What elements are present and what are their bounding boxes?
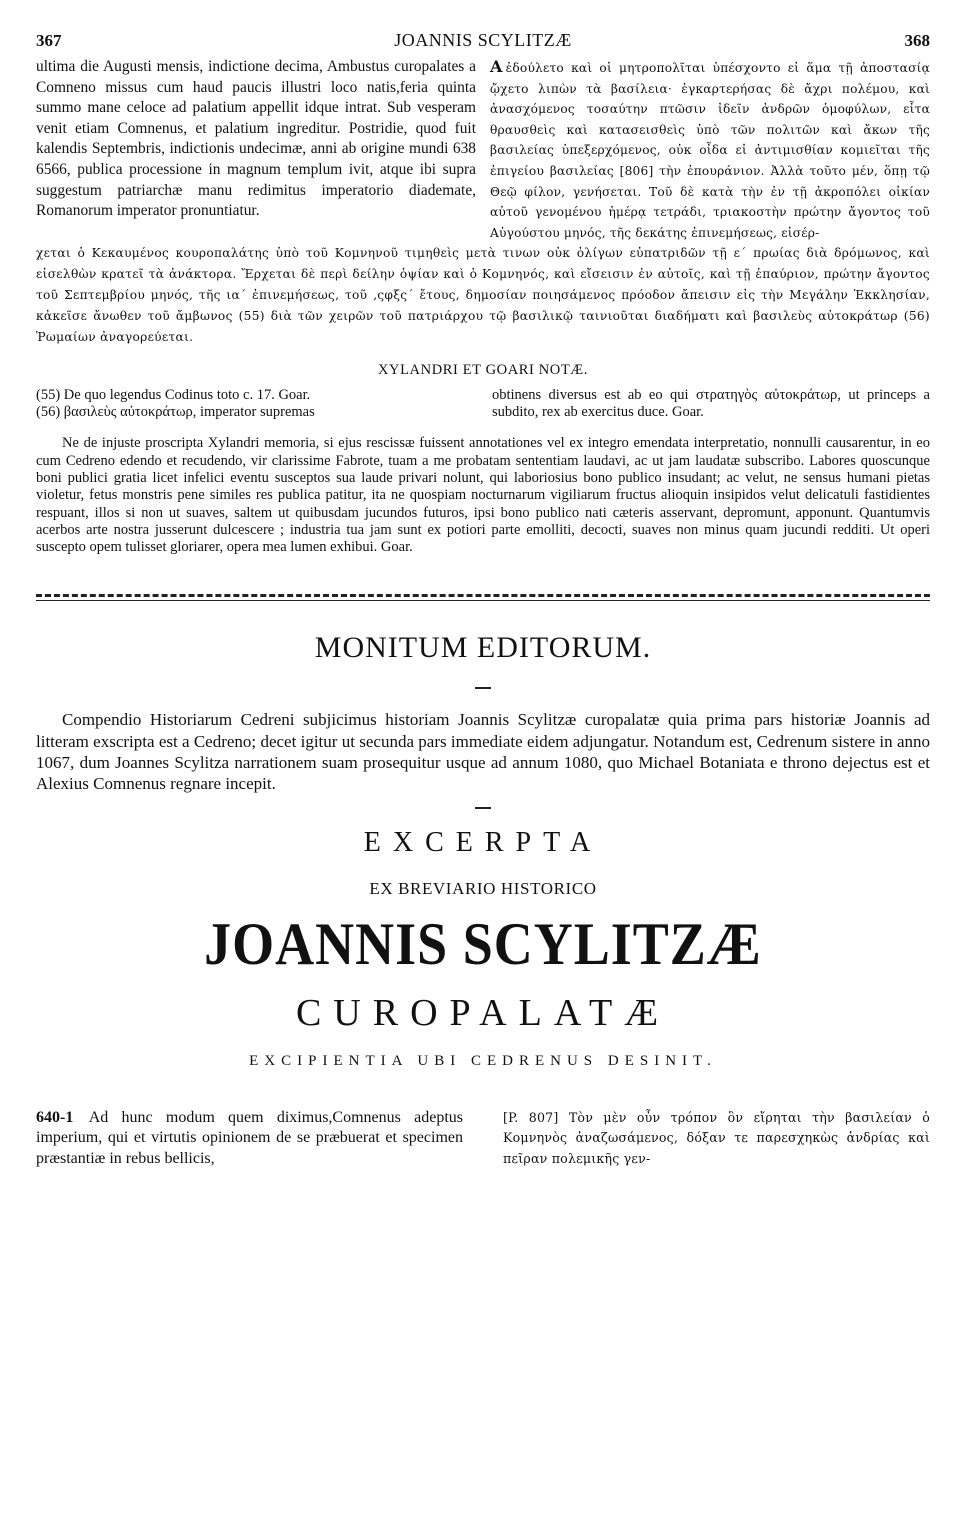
curopalatae-heading: CUROPALATÆ	[295, 991, 671, 1034]
notes-right	[492, 387, 930, 421]
greek-column	[490, 57, 930, 243]
final-greek-ref: [P. 807]	[503, 1109, 559, 1125]
short-rule-2	[475, 807, 491, 809]
latin-column: ultima die Augusti mensis, indictione decima, Ambustus curopalates a Comneno missus cum haud paucis illustri loco natis,feria quinta summo mane celoce ad palatium appellit idque intrat. Sub vesperam venit etiam Comnenus, et palatium ingreditur. Postridie, quod fuit kalendis Septembris, indictionis undecimæ, anni ab origine mundi 638 6566, publica processione in magnum templum ivit, atque ibi supra suggestum patriarchæ manu redimitus imperatorio diademate, Romanorum imperator pronuntiatur.	[36, 58, 476, 220]
page-number-left: 367	[36, 31, 62, 50]
breviario-heading: EX BREVIARIO HISTORICO	[369, 878, 597, 898]
section-marker: A	[490, 57, 503, 76]
notes-left	[36, 387, 474, 421]
section-divider-dashed	[36, 594, 930, 597]
excerpta-heading: EXCERPTA	[363, 826, 603, 858]
final-latin-text: Ad hunc modum quem diximus,Comnenus adeptus imperium, qui et virtutis opinionem de se præbuerat et specimen præstantiæ in rebus bellicis,	[36, 1108, 463, 1167]
final-latin	[36, 1108, 463, 1170]
monitum-text: Compendio Historiarum Cedreni subjicimus historiam Joannis Scylitzæ curopalatæ quia prima pars historiæ Joannis ad litteram exscripta est a Cedreno; decet igitur ut secunda pars immediate eidem adjungatur. Notandum est, Cedrenum sistere in anno 1067, dum Joannes Scylitza narrationem suam prosequitur usque ad annum 1080, quo Michael Botaniata e throno dejectus est et Alexius Comnenus regnare incepit.	[36, 710, 930, 794]
top-two-columns	[36, 57, 930, 243]
final-greek-text: Τὸν μὲν οὖν τρόπον ὃν εἴρηται τὴν βασιλείαν ὁ Κομνηνὸς ἀναζωσάμενος, δόξαν τε παρεσχηκὼς ἀνδρίας καὶ πεῖραν πολεμικῆς γεν-	[503, 1109, 930, 1166]
notes-columns	[36, 387, 930, 421]
short-rule	[475, 687, 491, 689]
section-divider-solid	[36, 600, 930, 601]
goar-paragraph: Ne de injuste proscripta Xylandri memoria, si ejus rescissæ fuissent annotationes vel ex integro emendata interpretatio, nonnulli causarentur, in eo cum Cedreno edendo et recudendo, vir clarissime Fabrote, tuam a me probatam sententiam laudavi, ac ut jam laudatæ subscribo. Labores quoscunque boni publici gratia licet infelici eventu susceptos sua laude privari nolunt, qui laboriosius bono publico insudant; ac velut, ne sensus humani pietas violetur, fetus monstris pene similes res publica patitur, ita ne quospiam nocturnarum vigiliarum fructus alioquin insipidos velut delicatuli fastidientes respuant, illos si non ut suaves, saltem ut quibusdam jucundos futuros, ipsi bono publico nati cæteris asservant, depromunt, apponunt. Quantumvis acerbos arte nostra jusserunt dulcescere ; industria tua jam sunt ex potiori parte emolliti, decocti, suaves non minus quam jucundi redditi. Ut operi suscepto opem tulisset gloriarer, opera mea lumen exhibui. Goar.	[36, 435, 930, 556]
running-title: JOANNIS SCYLITZÆ	[394, 30, 572, 50]
final-greek	[503, 1108, 930, 1170]
monitum-title: MONITUM EDITORUM.	[314, 631, 652, 665]
note-55: (55) De quo legendus Codinus toto c. 17. Goar.	[36, 387, 311, 404]
final-marker: 640-1	[36, 1108, 74, 1126]
page-header	[36, 30, 930, 51]
greek-full-width-text: χεται ὁ Κεκαυμένος κουροπαλάτης ὑπὸ τοῦ Κομνηνοῦ τιμηθεὶς μετὰ τινων οὐκ ὀλίγων εὐπατριδῶν τῇ ε΄ πρωίας διὰ δρόμωνος, καὶ εἰσελθὼν κρατεῖ τὰ ἀνάκτορα. Ἔρχεται δὲ περὶ δείλην ὀψίαν καὶ ὁ Κομνηνός, καὶ εἴσεισιν ἐν αὐτοῖς, καὶ τῇ ἐπαύριον, πρώτην ἄγοντος τοῦ Σεπτεμβρίου μηνός, τῆς ια΄ ἐπινεμήσεως, τοῦ ‚ςφξς΄ ἔτους, δημοσίαν ποιησάμενος πρόοδον ἄπεισιν εἰς τὴν Μεγάλην Ἐκκλησίαν, κἀκεῖσε ἄνωθεν τοῦ ἄμβωνος (55) διὰ τῶν χειρῶν τοῦ πατριάρχου τῷ βασιλικῷ ταινιοῦται διαδήματι καὶ βασιλεὺς αὐτοκράτωρ (56) Ῥωμαίων ἀναγορεύεται.	[36, 246, 930, 345]
notes-title: XYLANDRI ET GOARI NOTÆ.	[377, 362, 589, 379]
final-two-columns	[36, 1108, 930, 1170]
excipientia-heading: EXCIPIENTIA UBI CEDRENUS DESINIT.	[249, 1052, 717, 1069]
note-56: (56) βασιλεὺς αὐτοκράτωρ, imperator supremas	[36, 404, 315, 421]
page-number-right: 368	[904, 31, 930, 50]
note-56-continued: obtinens diversus est ab eo qui στρατηγὸς αὐτοκράτωρ, ut princeps a subdito, rex ab exercitus duce. Goar.	[492, 387, 930, 421]
author-heading: JOANNIS SCYLITZÆ	[204, 910, 762, 978]
greek-column-text: ἐδούλετο καὶ οἱ μητροπολῖται ὑπέσχοντο εἰ ἅμα τῇ ἀποστασίᾳ ᾤχετο λιπὼν τὰ βασίλεια· ἐγκαρτερήσας δὲ ἄχρι πολέμου, καὶ ἀνασχόμενος τοσαύτην πτῶσιν ἰδεῖν ἀνδρῶν ὁμοφύλων, εἶτα θραυσθεὶς καὶ κατασεισθεὶς ὑπὸ τῶν πολιτῶν καὶ ἄκων τῆς βασιλείας ὑπεξερχόμενος, οὐκ οἶδα εἰ ἀντιμισθίαν κομιεῖται τῆς ἐπιγείου βασιλείας [806] τὴν ἐπουράνιον. Ἀλλὰ τοῦτο μέν, ὅπῃ τῷ Θεῷ φίλον, γενήσεται. Τοῦ δὲ κατὰ τὴν ἐν τῇ ἀκροπόλει οἰκίαν αὐτοῦ γενομένου ἡμέρᾳ τετράδι, τριακοστὴν πρώτην ἄγοντος τοῦ Αὐγούστου μηνός, τῆς δεκάτης ἐπινεμήσεως, εἰσέρ-	[490, 61, 930, 240]
page	[36, 30, 930, 1169]
